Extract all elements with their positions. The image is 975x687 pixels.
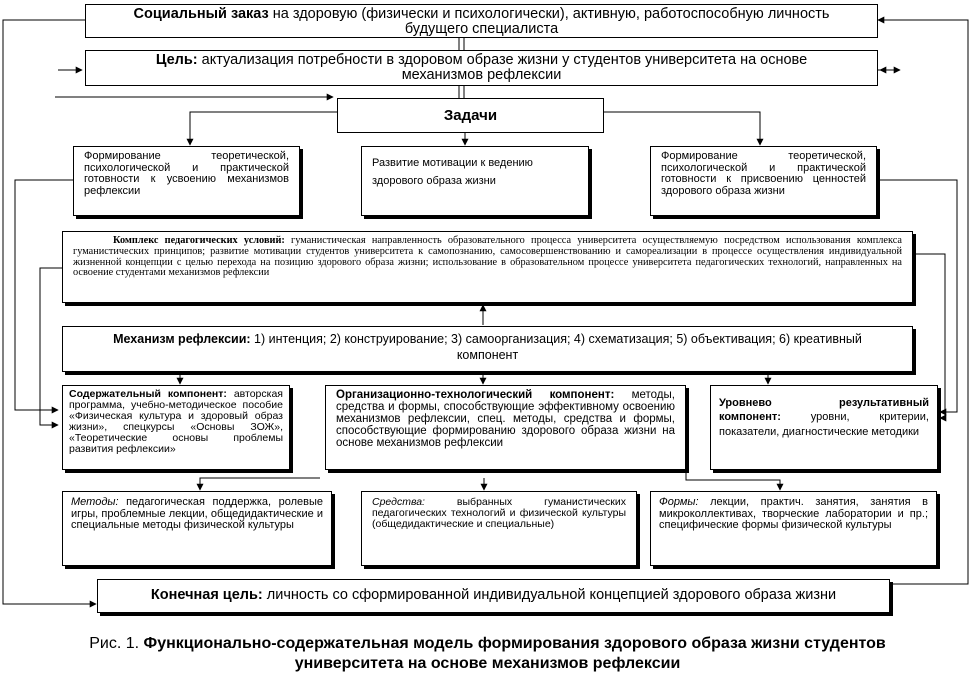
forms-title: Формы: bbox=[659, 496, 699, 508]
task-item-1 bbox=[73, 146, 300, 216]
level-component-desc: уровни, критерии, показатели, диагностические методики bbox=[719, 411, 929, 438]
org-component-text bbox=[336, 389, 675, 449]
methods-text bbox=[71, 497, 323, 532]
methods-desc: педагогическая поддержка, ролевые игры, проблемные лекции, общедидактические и специальные методы физической культуры bbox=[71, 496, 323, 532]
conditions-desc: гуманистическая направленность образовательного процесса университета осуществляемую посредством использования комплекса гуманистических принципов; развитие мотивации студентов университета к самопознанию, самосовершенствованию и самореализации в процессе осуществления индивидуальной жизненной концепции с целью перехода на позицию здорового образа жизни; использование в образовательном процессе университета педагогических технологий, направленных на освоение студентами механизмов рефлексии bbox=[73, 235, 902, 279]
social-order-title: Социальный заказ bbox=[133, 6, 269, 22]
content-component-text bbox=[69, 389, 283, 455]
level-component-text bbox=[719, 396, 929, 439]
conditions-title: Комплекс педагогических условий: bbox=[113, 235, 285, 246]
goal-text bbox=[126, 53, 837, 83]
content-component-box bbox=[62, 385, 290, 470]
mechanism-title: Механизм рефлексии: bbox=[113, 332, 251, 346]
org-component-title: Организационно-технологический компонент: bbox=[336, 389, 615, 401]
conditions-box bbox=[62, 231, 913, 303]
forms-text bbox=[659, 497, 928, 532]
caption-prefix: Рис. 1. bbox=[89, 635, 144, 652]
goal-box bbox=[85, 50, 878, 86]
methods-box bbox=[62, 491, 332, 566]
final-goal-desc: личность со сформированной индивидуальной концепцией здорового образа жизни bbox=[262, 587, 837, 604]
final-goal-box bbox=[97, 579, 890, 613]
caption-line-1-text: Функционально-содержательная модель формирования здорового образа жизни студентов bbox=[143, 635, 886, 652]
task-item-3 bbox=[650, 146, 877, 216]
caption-line-2: университета на основе механизмов рефлексии bbox=[294, 655, 681, 672]
social-order-box bbox=[85, 4, 878, 38]
final-goal-title: Конечная цель: bbox=[150, 587, 263, 604]
task-item-2-text: Развитие мотивации к ведению здорового образа жизни bbox=[372, 157, 533, 187]
methods-title: Методы: bbox=[71, 496, 119, 508]
content-component-desc: авторская программа, учебно-методическое пособие «Физическая культура и здоровый образ жизни», спецкурсы «Основы ЗОЖ», «Теоретические основы проблемы развития рефлексии» bbox=[69, 388, 283, 456]
social-order-text bbox=[126, 7, 837, 37]
means-title: Средства: bbox=[372, 496, 425, 508]
task-item-2 bbox=[361, 146, 589, 216]
tasks-title: Задачи bbox=[443, 107, 498, 124]
mechanism-text bbox=[81, 331, 894, 364]
mechanism-desc: 1) интенция; 2) конструирование; 3) самоорганизация; 4) схематизация; 5) объективация; 6) креативный компонент bbox=[250, 332, 862, 363]
goal-desc: актуализация потребности в здоровом образе жизни у студентов университета на основе механизмов рефлексии bbox=[197, 52, 808, 84]
means-desc: выбранных гуманистических педагогических технологий и физической культуры (общедидактические и специальные) bbox=[372, 496, 626, 531]
forms-box bbox=[650, 491, 937, 566]
mechanism-box bbox=[62, 326, 913, 372]
org-component-desc: методы, средства и формы, способствующие эффективному освоению механизмов рефлексии, спец. методы, средства и формы, способствующие формированию здорового образа жизни на основе механизмов рефлексии bbox=[336, 389, 675, 450]
tasks-box bbox=[337, 98, 604, 133]
goal-title: Цель: bbox=[155, 52, 198, 68]
means-text bbox=[372, 497, 626, 530]
figure-caption bbox=[0, 634, 975, 674]
means-box bbox=[361, 491, 637, 566]
level-component-box bbox=[710, 385, 938, 470]
conditions-text bbox=[73, 236, 902, 279]
task-item-1-text: Формирование теоретической, психологической и практической готовности к усвоению механизмов рефлексии bbox=[84, 150, 289, 197]
org-component-box bbox=[325, 385, 686, 470]
task-item-3-text: Формирование теоретической, психологической и практической готовности к присвоению ценностей здорового образа жизни bbox=[661, 150, 866, 197]
caption-line-1 bbox=[0, 634, 975, 654]
social-order-desc: на здоровую (физически и психологически), активную, работоспособную личность будущего специалиста bbox=[268, 6, 830, 38]
final-goal-text bbox=[151, 588, 836, 603]
content-component-title: Содержательный компонент: bbox=[69, 388, 227, 400]
level-component-title: Уровнево результативный компонент: bbox=[719, 397, 929, 424]
forms-desc: лекции, практич. занятия, занятия в микроколлективах, творческие лаборатории и пр.; специфические формы физической культуры bbox=[659, 496, 928, 532]
